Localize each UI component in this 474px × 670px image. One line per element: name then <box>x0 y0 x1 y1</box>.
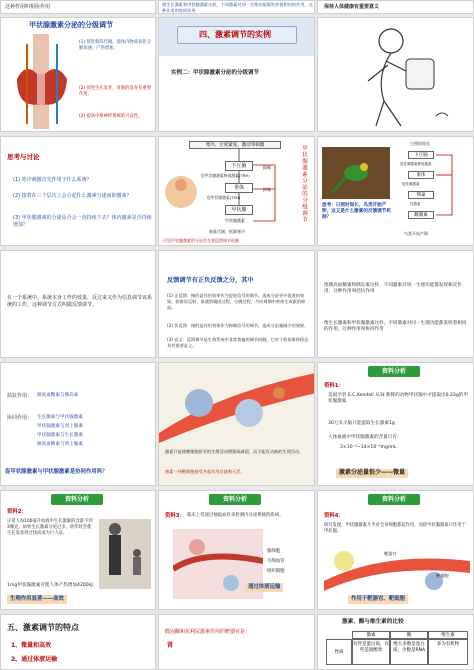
chain-step: 卵巢 <box>408 191 434 199</box>
feedback-title: 反馈调节有正负反馈之分，其中 <box>167 277 254 284</box>
positive-feedback: (1) 正反馈：指的是作用效果作为促进信号的调节，造成分泌更多促进的效果，如排尿反射、血液的凝固过程、分娩过程、月经周期中黄体生成素的释放。 <box>167 293 306 310</box>
section-title: 四、激素调节的实例 <box>199 30 271 39</box>
slide-bird <box>317 136 474 246</box>
data-text: 美国学者 E.C.Kendall 从3t 新鲜的动物甲状腺中才提取出0.23g的甲状腺激素 <box>328 393 468 405</box>
negative-feedback: (2) 负反馈：指的是作用效果作为抑制信号的调节，造成分泌量减少的效果。 <box>167 323 309 328</box>
chain-label: 促性腺激素释放激素 <box>400 162 432 166</box>
data-text: 1mg甲状腺激素可使人体产热增加4200kJ <box>7 583 93 588</box>
antagonism-text: 像胰高血糖素和胰岛素这样，不同激素对同一生理功能都发挥相反作用，这种作用叫拮抗作用 <box>324 283 462 295</box>
slide-feedback-def <box>0 250 156 358</box>
slide-title: 甲状腺激素分泌的分级调节 <box>29 21 113 29</box>
data-title: 资料4： <box>324 513 344 519</box>
table-cell: 有些是蛋白质，有些是固醇类 <box>352 639 390 665</box>
table-header: 激素 <box>352 631 390 639</box>
slide-diagram <box>158 136 315 246</box>
vertical-label: 甲状腺激素分泌的分级调节 <box>301 145 307 223</box>
slide-data4 <box>317 490 474 610</box>
conclusion: 作用于靶器官、靶细胞 <box>348 595 408 604</box>
synergy-value: 甲状腺激素与肾上腺素 <box>37 424 83 429</box>
question-text: 促甲状腺激素与甲状腺激素是协同作用吗？ <box>5 469 108 475</box>
answer-text: 肾 <box>167 642 174 649</box>
person-illustration <box>346 21 456 131</box>
question-text: 醛固酮和抗利尿激素作用的靶器官是： <box>165 629 251 635</box>
text-p3: (3) 提高中枢神经系统的兴奋性。 <box>79 114 143 119</box>
data-analysis-badge: 资料分析 <box>368 494 420 505</box>
table-cell: 绝大多数是蛋白质，少数是RNA <box>390 639 428 665</box>
hormone-label: 甲状腺激素 <box>225 218 245 223</box>
data-analysis-badge: 资料分析 <box>368 366 420 377</box>
slide-example <box>158 17 315 132</box>
question-3: (3) 甲状腺激素的分泌是否会一直持续下去？体内激素是否持续增加？ <box>13 215 152 228</box>
think-title: 思考与讨论 <box>7 153 40 161</box>
antagonism-label: 拮抗作用： <box>7 393 33 399</box>
data-text: 人体血液中甲状腺激素的含量只有： <box>328 435 402 440</box>
data-analysis-badge: 资料分析 <box>51 494 103 505</box>
action-text-1: 激素只能使靶细胞原有的生理活动增强或减弱，而不能发动新的生理活动。 <box>165 449 304 454</box>
chain-label: 促性腺激素 <box>402 182 420 186</box>
label: 腺细胞 <box>267 549 281 554</box>
features-title: 五、激素调节的特点 <box>7 623 79 632</box>
question-2: (2) 接着在三个层次上会引起什么激素分泌而抑激素？ <box>13 193 132 199</box>
label: 靶器官 <box>384 551 397 556</box>
slide-thyroid <box>0 17 156 132</box>
slide-features <box>0 614 156 670</box>
slide-data2 <box>0 490 156 610</box>
bird-question: 思考：日照时间长，鸟类开始产卵，这又是什么激素的反馈调节机制？ <box>322 203 391 221</box>
data-value: 3×10⁻⁵~14×10⁻⁵mg/mL <box>340 445 397 450</box>
giant-photo <box>99 519 151 589</box>
question-1: (1) 寒冷刺激首先作用于什么系统？ <box>13 177 92 183</box>
slide-data3 <box>158 490 315 610</box>
data-text: 30万头羊脑只能提取生长激素1g <box>328 421 395 426</box>
slide-person <box>317 17 474 132</box>
chain-step: 下丘脑 <box>408 151 434 159</box>
data-text: 临床上常通过抽取血样来检测内分泌系统的疾病。 <box>187 513 284 518</box>
cell-illustration <box>159 363 315 443</box>
chain-step: 垂体 <box>408 171 434 179</box>
conclusion: 生理作用显著——高效 <box>7 595 67 604</box>
text: 使生长激素和甲状腺激素这样，不同激素对同一生理功能都发挥着相同的作用，这种作用叫协同作用 <box>162 2 313 13</box>
feature-item: 1、微量和高效 <box>11 642 52 649</box>
slide-r1-2 <box>158 0 315 14</box>
hypothalamus-box: 下丘脑 <box>225 161 253 171</box>
synergy-label: 协同作用： <box>7 415 33 421</box>
conclusion: 激素分泌量很少——微量 <box>336 469 408 478</box>
text: 这种作用叫相协作用 <box>5 4 51 10</box>
thyroid-box: 甲状腺 <box>225 205 253 215</box>
target-cell-illustration <box>324 541 470 591</box>
tsh-label: 促甲状腺激素(TSH) <box>207 195 241 200</box>
pituitary-box: 垂体 <box>225 183 253 193</box>
definition-text: 在一个系统中，系统本身工作的效果，反过来又作为信息调节该系统的工作，这种调节方式叫做反馈调节。 <box>7 295 153 308</box>
text-p2: (2) 促进生长发育，对脑的发育有重要作用； <box>79 86 151 97</box>
feature-item: 2、通过体液运输 <box>11 656 58 663</box>
slide-hormone-action <box>158 362 315 486</box>
data-title: 资料3： <box>165 513 185 519</box>
feedback-note: 可见甲状腺激素的分泌存在着反馈调节机制 <box>163 238 239 243</box>
data-text: 研究发现，甲状腺激素几乎对全身细胞都起作用，而促甲状腺激素只作用于甲状腺。 <box>324 523 466 534</box>
comparison-title: 激素、酶与维生素的比较 <box>342 619 404 625</box>
slide-comparison <box>317 614 474 670</box>
chain-step: 雌激素 <box>408 211 434 219</box>
trh-label: 促甲状腺激素释放激素(TRH) <box>201 173 250 178</box>
text-p1: (1) 促进新陈代谢，使体内物质氧化分解加速，产热增加； <box>79 40 151 51</box>
label: 靶细胞 <box>436 573 449 578</box>
effect-label: 新陈代谢、抵御寒冷 <box>209 229 245 234</box>
slide-think <box>0 136 156 246</box>
synergy-value: 胰高血糖素与肾上腺素 <box>37 442 83 447</box>
action-text-2: 激素一经靶细胞接受并起作用后就被灭活。 <box>165 469 245 474</box>
example-subtitle: 实例二：甲状腺激素分泌的分级调节 <box>171 70 260 76</box>
feedback-arrows <box>159 137 315 246</box>
data-title: 资料2： <box>7 509 27 515</box>
table-header: 酶 <box>390 631 428 639</box>
feedback-meaning: (3) 意义：反馈调节是生命系统中非常普遍的调节机制，它对于机体维持稳态具有重要意义。 <box>167 337 309 348</box>
slide-antagonism <box>317 250 474 358</box>
table-cell: 多为有机物 <box>428 639 468 665</box>
label: 组织细胞 <box>267 569 285 574</box>
thyroid-illustration <box>7 34 77 129</box>
table-header: 维生素 <box>428 631 468 639</box>
chain-step: 鸟类开始产卵 <box>404 231 428 236</box>
data-analysis-badge: 资料分析 <box>209 494 261 505</box>
conclusion: 通过体液运输 <box>245 583 283 592</box>
table-cell: 性质 <box>326 639 352 665</box>
label: 毛细血管 <box>267 559 285 564</box>
stimulus-box: 寒冷、过度紧张、激动等刺激 <box>189 141 281 149</box>
inhibit-label: 抑制 <box>263 187 271 192</box>
slide-r1-3 <box>317 0 474 14</box>
text: 保持人体健康有重要意义 <box>324 4 380 10</box>
data-title: 资料1： <box>324 383 344 389</box>
inhibit-label: 抑制 <box>263 165 271 170</box>
chain-arrows <box>318 137 474 246</box>
synergy-value: 生长激素与甲状腺激素 <box>37 415 83 420</box>
chain-label: 性激素 <box>410 202 421 206</box>
slide-aldosterone <box>158 614 315 670</box>
synergy-text: 像生长激素和甲状腺激素这样，不同激素对同一生理功能都发挥着相同的作用，这种作用叫协同作用 <box>324 321 467 333</box>
data-text: 正常人每100毫升血液中生长激素的含量不到3微克，如果生长激素分泌过多，幼年时会使生长发育得过快而成为巨人症。 <box>7 519 93 536</box>
slide-feedback-types <box>158 250 315 358</box>
chain-step: 日照时间长 <box>410 141 430 146</box>
slide-data1 <box>317 362 474 486</box>
antagonism-value: 胰高血糖素与胰岛素 <box>37 393 79 398</box>
slide-r1-1 <box>0 0 156 14</box>
synergy-value: 甲状腺激素与生长激素 <box>37 433 83 438</box>
slide-interactions <box>0 362 156 486</box>
